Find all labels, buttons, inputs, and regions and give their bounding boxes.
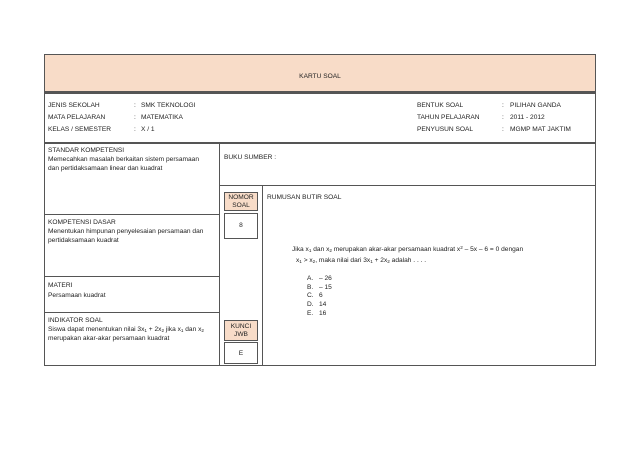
info-value: 2011 - 2012 [510,114,545,121]
kunci-value: E [238,350,244,357]
info-value: PILIHAN GANDA [510,102,561,109]
nomor-soal-value-cell [224,213,258,239]
standar-text: Memecahkan masalah berkaitan sistem persamaan dan pertidaksamaan linear dan kuadrat [48,156,199,172]
standar-heading: STANDAR KOMPETENSI [48,147,125,154]
info-sep: : [502,126,504,133]
info-sep: : [502,102,504,109]
kunci-label-1: KUNCI [230,323,252,330]
info-value: SMK TEKNOLOGI [141,102,196,109]
option-value: 14 [319,301,327,309]
kunci-jwb-label-cell [224,320,258,341]
info-sep: : [134,114,136,121]
option-letter: E. [307,309,314,317]
info-label: MATA PELAJARAN [48,114,106,121]
nomor-soal-value: 8 [239,222,243,229]
nomor-soal-label-cell [224,192,258,211]
info-value: MGMP MAT JAKTIM [510,126,571,133]
nomor-soal-label-2: SOAL [232,202,250,209]
standar-kompetensi-cell [44,143,220,215]
card-title: KARTU SOAL [299,73,341,80]
option-letter: C. [307,292,314,300]
question-line-1: Jika $x_1$ dan $x_2$ merupakan akar-akar persamaan kuadrat $x^2 - 5x - 6 = 0$ dengan [292,245,524,253]
option-value: – 15 [319,283,332,291]
option-value: 6 [319,292,323,300]
option-letter: D. [307,301,314,309]
kompetensi-heading: KOMPETENSI DASAR [48,219,116,226]
info-sep: : [134,126,136,133]
materi-cell [44,276,220,313]
question-line-2: $x_1 > x_2$, maka nilai dari $3x_1 + 2x_2$ adalah . . . . [296,257,427,264]
info-sep: : [134,102,136,109]
buku-sumber-label: BUKU SUMBER : [224,154,277,161]
buku-sumber-cell [219,143,596,186]
rumusan-heading: RUMUSAN BUTIR SOAL [267,194,342,201]
rumusan-cell [262,185,596,366]
info-label: PENYUSUN SOAL [417,126,474,133]
info-block [44,92,596,143]
materi-heading: MATERI [48,282,73,289]
info-value: X / 1 [141,126,155,133]
option-letter: B. [307,283,314,291]
kompetensi-dasar-cell [44,214,220,277]
info-sep: : [502,114,504,121]
info-label: KELAS / SEMESTER [48,126,112,133]
option-letter: A. [307,275,314,282]
nomor-soal-label-1: NOMOR [228,194,254,201]
indikator-text: Siswa dapat menentukan nilai $3x_1 + 2x_2$ jika $x_1$ dan $x_2$ merupakan akar-akar persamaan kuadrat [48,326,204,342]
info-label: BENTUK SOAL [417,102,464,109]
materi-text: Persamaan kuadrat [48,292,106,299]
option-value: – 26 [319,275,332,282]
indikator-cell [44,312,220,366]
kunci-jwb-value-cell [224,342,258,364]
info-label: JENIS SEKOLAH [48,102,100,109]
info-label: TAHUN PELAJARAN [417,114,480,121]
option-value: 16 [319,309,327,317]
kunci-label-2: JWB [234,331,248,338]
card-title-band [44,54,596,92]
kompetensi-text: Menentukan himpunan penyelesaian persamaan dan pertidaksamaan kuadrat [48,228,204,244]
info-value: MATEMATIKA [141,114,183,121]
indikator-heading: INDIKATOR SOAL [48,317,103,324]
